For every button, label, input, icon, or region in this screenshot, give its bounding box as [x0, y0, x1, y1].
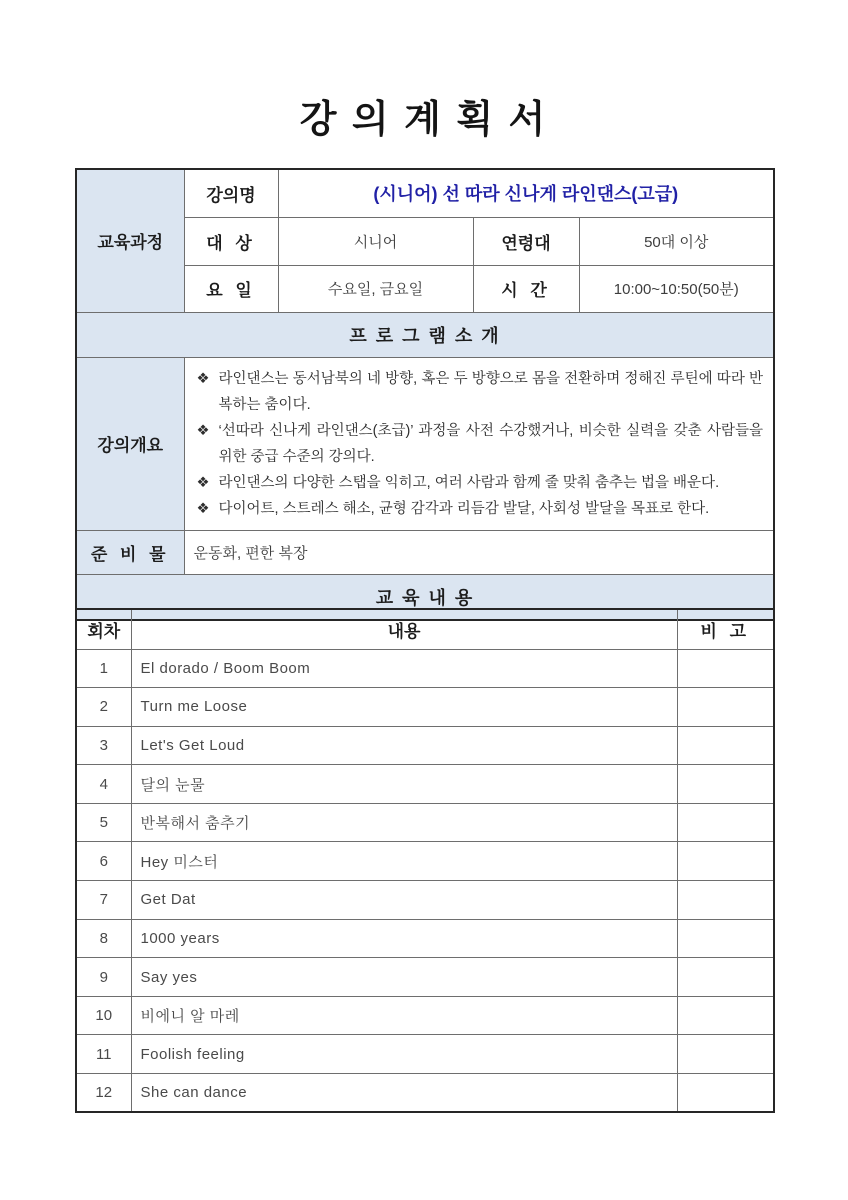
session-number: 6 — [76, 842, 131, 881]
session-note — [677, 765, 774, 804]
bullet-diamond-icon: ❖ — [196, 370, 210, 387]
session-row — [76, 726, 774, 765]
bullet-diamond-icon: ❖ — [196, 422, 210, 439]
session-content: Turn me Loose — [131, 688, 677, 727]
bullet-text: 다이어트, 스트레스 해소, 균형 감각과 리듬감 발달, 사회성 발달을 목표로 한다. — [218, 500, 710, 517]
session-content: Foolish feeling — [131, 1035, 677, 1074]
day-value: 수요일, 금요일 — [278, 265, 473, 312]
age-group-value: 50대 이상 — [579, 217, 774, 265]
session-note — [677, 726, 774, 765]
session-content: Get Dat — [131, 881, 677, 920]
session-note — [677, 881, 774, 920]
bullet-diamond-icon: ❖ — [196, 474, 210, 491]
course-name-row — [76, 169, 774, 217]
sessions-table — [75, 608, 775, 1113]
overview-label: 강의개요 — [76, 357, 184, 530]
bullet-item — [197, 496, 764, 522]
session-number: 12 — [76, 1074, 131, 1113]
session-number: 1 — [76, 649, 131, 688]
session-number: 2 — [76, 688, 131, 727]
session-row — [76, 958, 774, 997]
session-content: Say yes — [131, 958, 677, 997]
content-section-header: 교 육 내 용 — [76, 574, 774, 620]
session-note — [677, 842, 774, 881]
session-content: Hey 미스터 — [131, 842, 677, 881]
sessions-header-row — [76, 609, 774, 649]
materials-label: 준 비 물 — [76, 530, 184, 574]
materials-row — [76, 530, 774, 574]
target-label: 대 상 — [184, 217, 278, 265]
session-number: 11 — [76, 1035, 131, 1074]
lecture-name-label: 강의명 — [184, 169, 278, 217]
session-row — [76, 1074, 774, 1113]
bullet-diamond-icon: ❖ — [196, 500, 210, 517]
session-number: 10 — [76, 996, 131, 1035]
session-note — [677, 1035, 774, 1074]
session-number: 8 — [76, 919, 131, 958]
session-row — [76, 649, 774, 688]
session-note — [677, 688, 774, 727]
overview-row — [76, 357, 774, 530]
session-row — [76, 1035, 774, 1074]
overview-bullet-list — [184, 357, 774, 530]
bullet-item — [197, 418, 764, 470]
target-value: 시니어 — [278, 217, 473, 265]
session-note — [677, 803, 774, 842]
session-content: She can dance — [131, 1074, 677, 1113]
day-label: 요 일 — [184, 265, 278, 312]
session-content: Let's Get Loud — [131, 726, 677, 765]
session-row — [76, 996, 774, 1035]
col-header-note: 비 고 — [677, 609, 774, 649]
session-row — [76, 803, 774, 842]
bullet-text: 라인댄스의 다양한 스탭을 익히고, 여러 사람과 함께 줄 맞춰 춤추는 법을 배운다. — [218, 474, 720, 491]
course-info-table — [75, 168, 775, 621]
session-note — [677, 1074, 774, 1113]
session-content: El dorado / Boom Boom — [131, 649, 677, 688]
session-note — [677, 996, 774, 1035]
bullet-text: 라인댄스는 동서남북의 네 방향, 혹은 두 방향으로 몸을 전환하며 정해진 루틴에 따라 반복하는 춤이다. — [218, 370, 764, 413]
lecture-name-value: (시니어) 선 따라 신나게 라인댄스(고급) — [278, 169, 774, 217]
session-row — [76, 765, 774, 804]
col-header-session: 회차 — [76, 609, 131, 649]
bullet-item — [197, 366, 764, 418]
session-row — [76, 842, 774, 881]
session-number: 4 — [76, 765, 131, 804]
materials-value: 운동화, 편한 복장 — [184, 530, 774, 574]
bullet-text: ‘선따라 신나게 라인댄스(초급)’ 과정을 사전 수강했거나, 비슷한 실력을 갖춘 사람들을 위한 중급 수준의 강의다. — [218, 422, 764, 465]
time-label: 시 간 — [473, 265, 579, 312]
session-note — [677, 958, 774, 997]
program-intro-header: 프 로 그 램 소 개 — [76, 312, 774, 357]
session-row — [76, 919, 774, 958]
session-row — [76, 881, 774, 920]
session-row — [76, 688, 774, 727]
bullet-item — [197, 470, 764, 496]
session-number: 7 — [76, 881, 131, 920]
session-content: 1000 years — [131, 919, 677, 958]
session-number: 9 — [76, 958, 131, 997]
age-group-label: 연령대 — [473, 217, 579, 265]
session-number: 5 — [76, 803, 131, 842]
program-intro-header-row — [76, 312, 774, 357]
session-content: 비에니 알 마레 — [131, 996, 677, 1035]
session-note — [677, 919, 774, 958]
session-content: 반복해서 춤추기 — [131, 803, 677, 842]
session-number: 3 — [76, 726, 131, 765]
session-content: 달의 눈물 — [131, 765, 677, 804]
session-note — [677, 649, 774, 688]
col-header-content: 내용 — [131, 609, 677, 649]
course-section-label: 교육과정 — [76, 169, 184, 312]
time-value: 10:00~10:50(50분) — [579, 265, 774, 312]
page-title: 강 의 계 획 서 — [299, 99, 549, 141]
